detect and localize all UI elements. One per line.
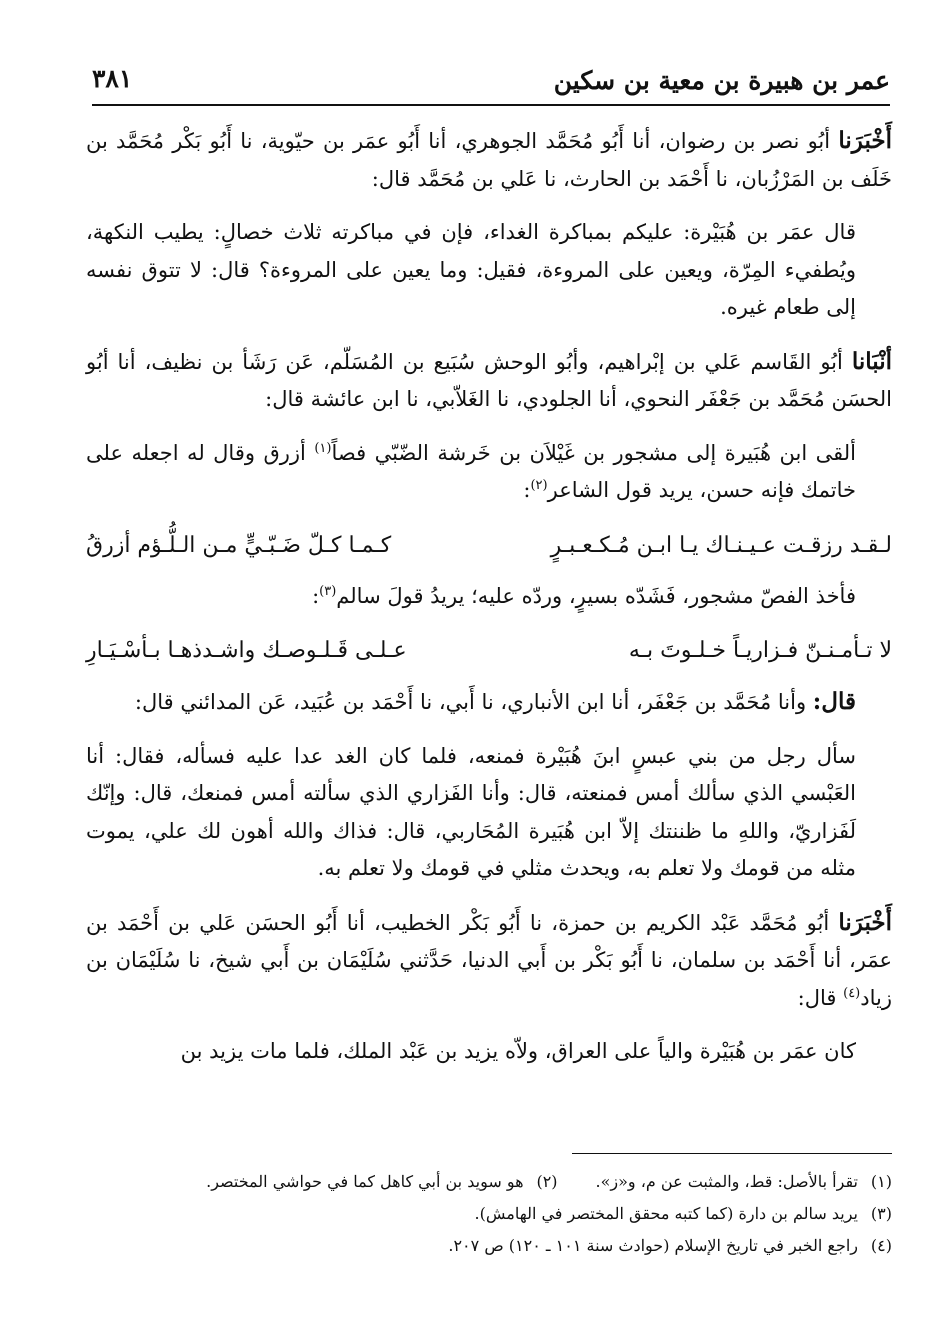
paragraph-3 [86,343,892,419]
footnote-text: تقرأ بالأصل: قط، والمثبت عن م، و«ز». [595,1172,858,1191]
paragraph-text: فأخذ الفصّ مشجور، فَشَدّه بسيرٍ، وردّه عليه؛ يريدُ قولَ سالم [336,583,856,608]
paragraph-text: أبُو نصر بن رضوان، أنا أَبُو مُحَمَّد الجوهري، أنا أَبُو عمَر بن حيّوية، نا أَبُو بَكْر مُحَمَّد بن خَلَف بن المَرْزُبان، نا أَحْمَد بن الحارث، نا عَلي بن مُحَمَّد قال: [86,129,892,191]
page-number: ٣٨١ [92,64,133,93]
footnote-1 [596,1166,892,1198]
footnote-row [90,1166,892,1198]
footnote-ref-3[interactable]: (٣) [319,583,337,599]
footnote-row [90,1230,892,1262]
footnote-ref-2[interactable]: (٢) [530,478,548,493]
paragraph-text: : [523,478,531,502]
paragraph-2 [86,214,892,327]
chain-lead-word: أَخْبَرَنا [838,908,892,936]
chain-lead-word: قال: [812,688,856,715]
footnote-number: (٣) [870,1204,892,1223]
paragraph-text: كان عمَر بن هُبَيْرة والياً على العراق، ولاّه يزيد بن عَبْد الملك، فلما مات يزيد بن [180,1039,856,1063]
verse-1 [86,526,892,566]
footnote-divider [572,1153,892,1154]
chain-lead-word: أنْبَانا [851,347,892,375]
footnote-ref-4[interactable]: (٤) [843,985,861,1001]
paragraph-text: ألقى ابن هُبَيرة إلى مشجور بن غَيْلاَن بن خَرشة الضّبّي فصاً [331,440,856,465]
paragraph-7 [86,738,892,888]
paragraph-text: قال: [797,985,844,1010]
paragraph-text: أبُو مُحَمَّد عَبْد الكريم بن حمزة، نا أَبُو بَكْر الخطيب، أنا أَبُو الحسَن عَلي بن أَحْمَد بن عمَر، أنا أَحْمَد بن سلمان، نا أَبُو بَكْر بن أَبي الدنيا، حَدَّثني سُلَيْمَان بن أَبي شيخ، نا سُلَيْمَان بن زياد [86,910,892,1010]
footnote-4 [448,1230,892,1262]
page-header [92,60,890,104]
paragraph-8 [86,904,892,1018]
paragraph-9 [86,1033,892,1071]
paragraph-text: سأل رجل من بني عبسٍ ابنَ هُبَيْرة فمنعه، فلما كان الغد عدا عليه فسأله، فقال: أنا العَبْسي الذي سألك أمس فمنعته، قال: وأنا الفَزاري الذي سألته أمس فمنعك، قال: وإنّك لَفَزاريّ، واللهِ ما ظننتك إلاّ ابن هُبَيرة المُحَاربي، قال: فذاك والله أهون لك علي، يموت مثله من قومك ولا تعلم به، ويحدث مثلي في قومك ولا تعلم به. [86,743,856,880]
verse-first-hemistich: لـقـد رزقـت عـيـنـاك يـا ابـن مُـكـعـبـرٍ [550,532,892,558]
footnote-spacer [558,1166,596,1198]
footnote-3 [475,1198,892,1230]
footnote-number: (٢) [536,1172,558,1191]
chain-lead-word: أَخْبَرَنا [838,127,892,154]
paragraph-6 [86,683,892,722]
footnote-text: هو سويد بن أبي كاهل كما في حواشي المختصر. [206,1172,524,1191]
paragraph-text: : [312,583,320,608]
paragraph-4 [86,435,892,510]
paragraph-text: أبُو القَاسم عَلي بن إبْراهيم، وأبُو الوحش سُبَيع بن المُسَلّم، عَن رَشَأ بن نظيف، أنا أبُو الحسَن مُحَمَّد بن جَعْفَر النحوي، أنا الجلودي، نا الغَلاّبي، نا ابن عائشة قال: [86,349,892,411]
verse-first-hemistich: لا تـأمـنـنّ فـزاريـاً خـلـوتَ بـه [628,638,892,663]
footnote-number: (١) [870,1172,892,1191]
footnote-text: راجع الخبر في تاريخ الإسلام (حوادث سنة ١٠١ ـ ١٢٠) ص ٢٠٧. [448,1236,858,1255]
verse-2 [86,631,892,671]
paragraph-5 [86,578,892,616]
paragraph-1 [86,122,892,198]
main-text [86,122,892,1087]
header-divider [92,104,890,106]
footnote-text: يريد سالم بن دارة (كما كتبه محقق المختصر في الهامش). [474,1204,858,1223]
footnotes [90,1166,892,1262]
running-title: عمر بن هبيرة بن معية بن سكين [553,66,890,95]
paragraph-text: أزرق وقال له اجعله على خاتمك فإنه حسن، يريد قول الشاعر [86,440,856,502]
verse-second-hemistich: عـلـى قَـلـوصـك واشـدذهـا بـأسْـيَـارِ [86,638,407,663]
footnote-ref-1[interactable]: (١) [314,440,332,456]
paragraph-text: قال عمَر بن هُبَيْرة: عليكم بمباكرة الغداء، فإن في مباكرته ثلاث خصالٍ: يطيب النكهة، ويُطفيء المِرّة، ويعين على المروءة، فقيل: وما يعين على المروءة؟ قال: لا تتوق نفسه إلى طعام غيره. [86,220,856,319]
footnote-2 [206,1166,557,1198]
verse-second-hemistich: كـمـا كـلّ ضَـبّـيٍّ مـن الـلُّـؤم أزرقُ [86,532,392,558]
footnote-number: (٤) [870,1236,892,1255]
paragraph-text: وأنا مُحَمَّد بن جَعْفَر، أنا ابن الأنباري، نا أَبي، نا أَحْمَد بن عُبَيد، عَن المدائني قال: [134,690,813,714]
footnote-row [90,1198,892,1230]
